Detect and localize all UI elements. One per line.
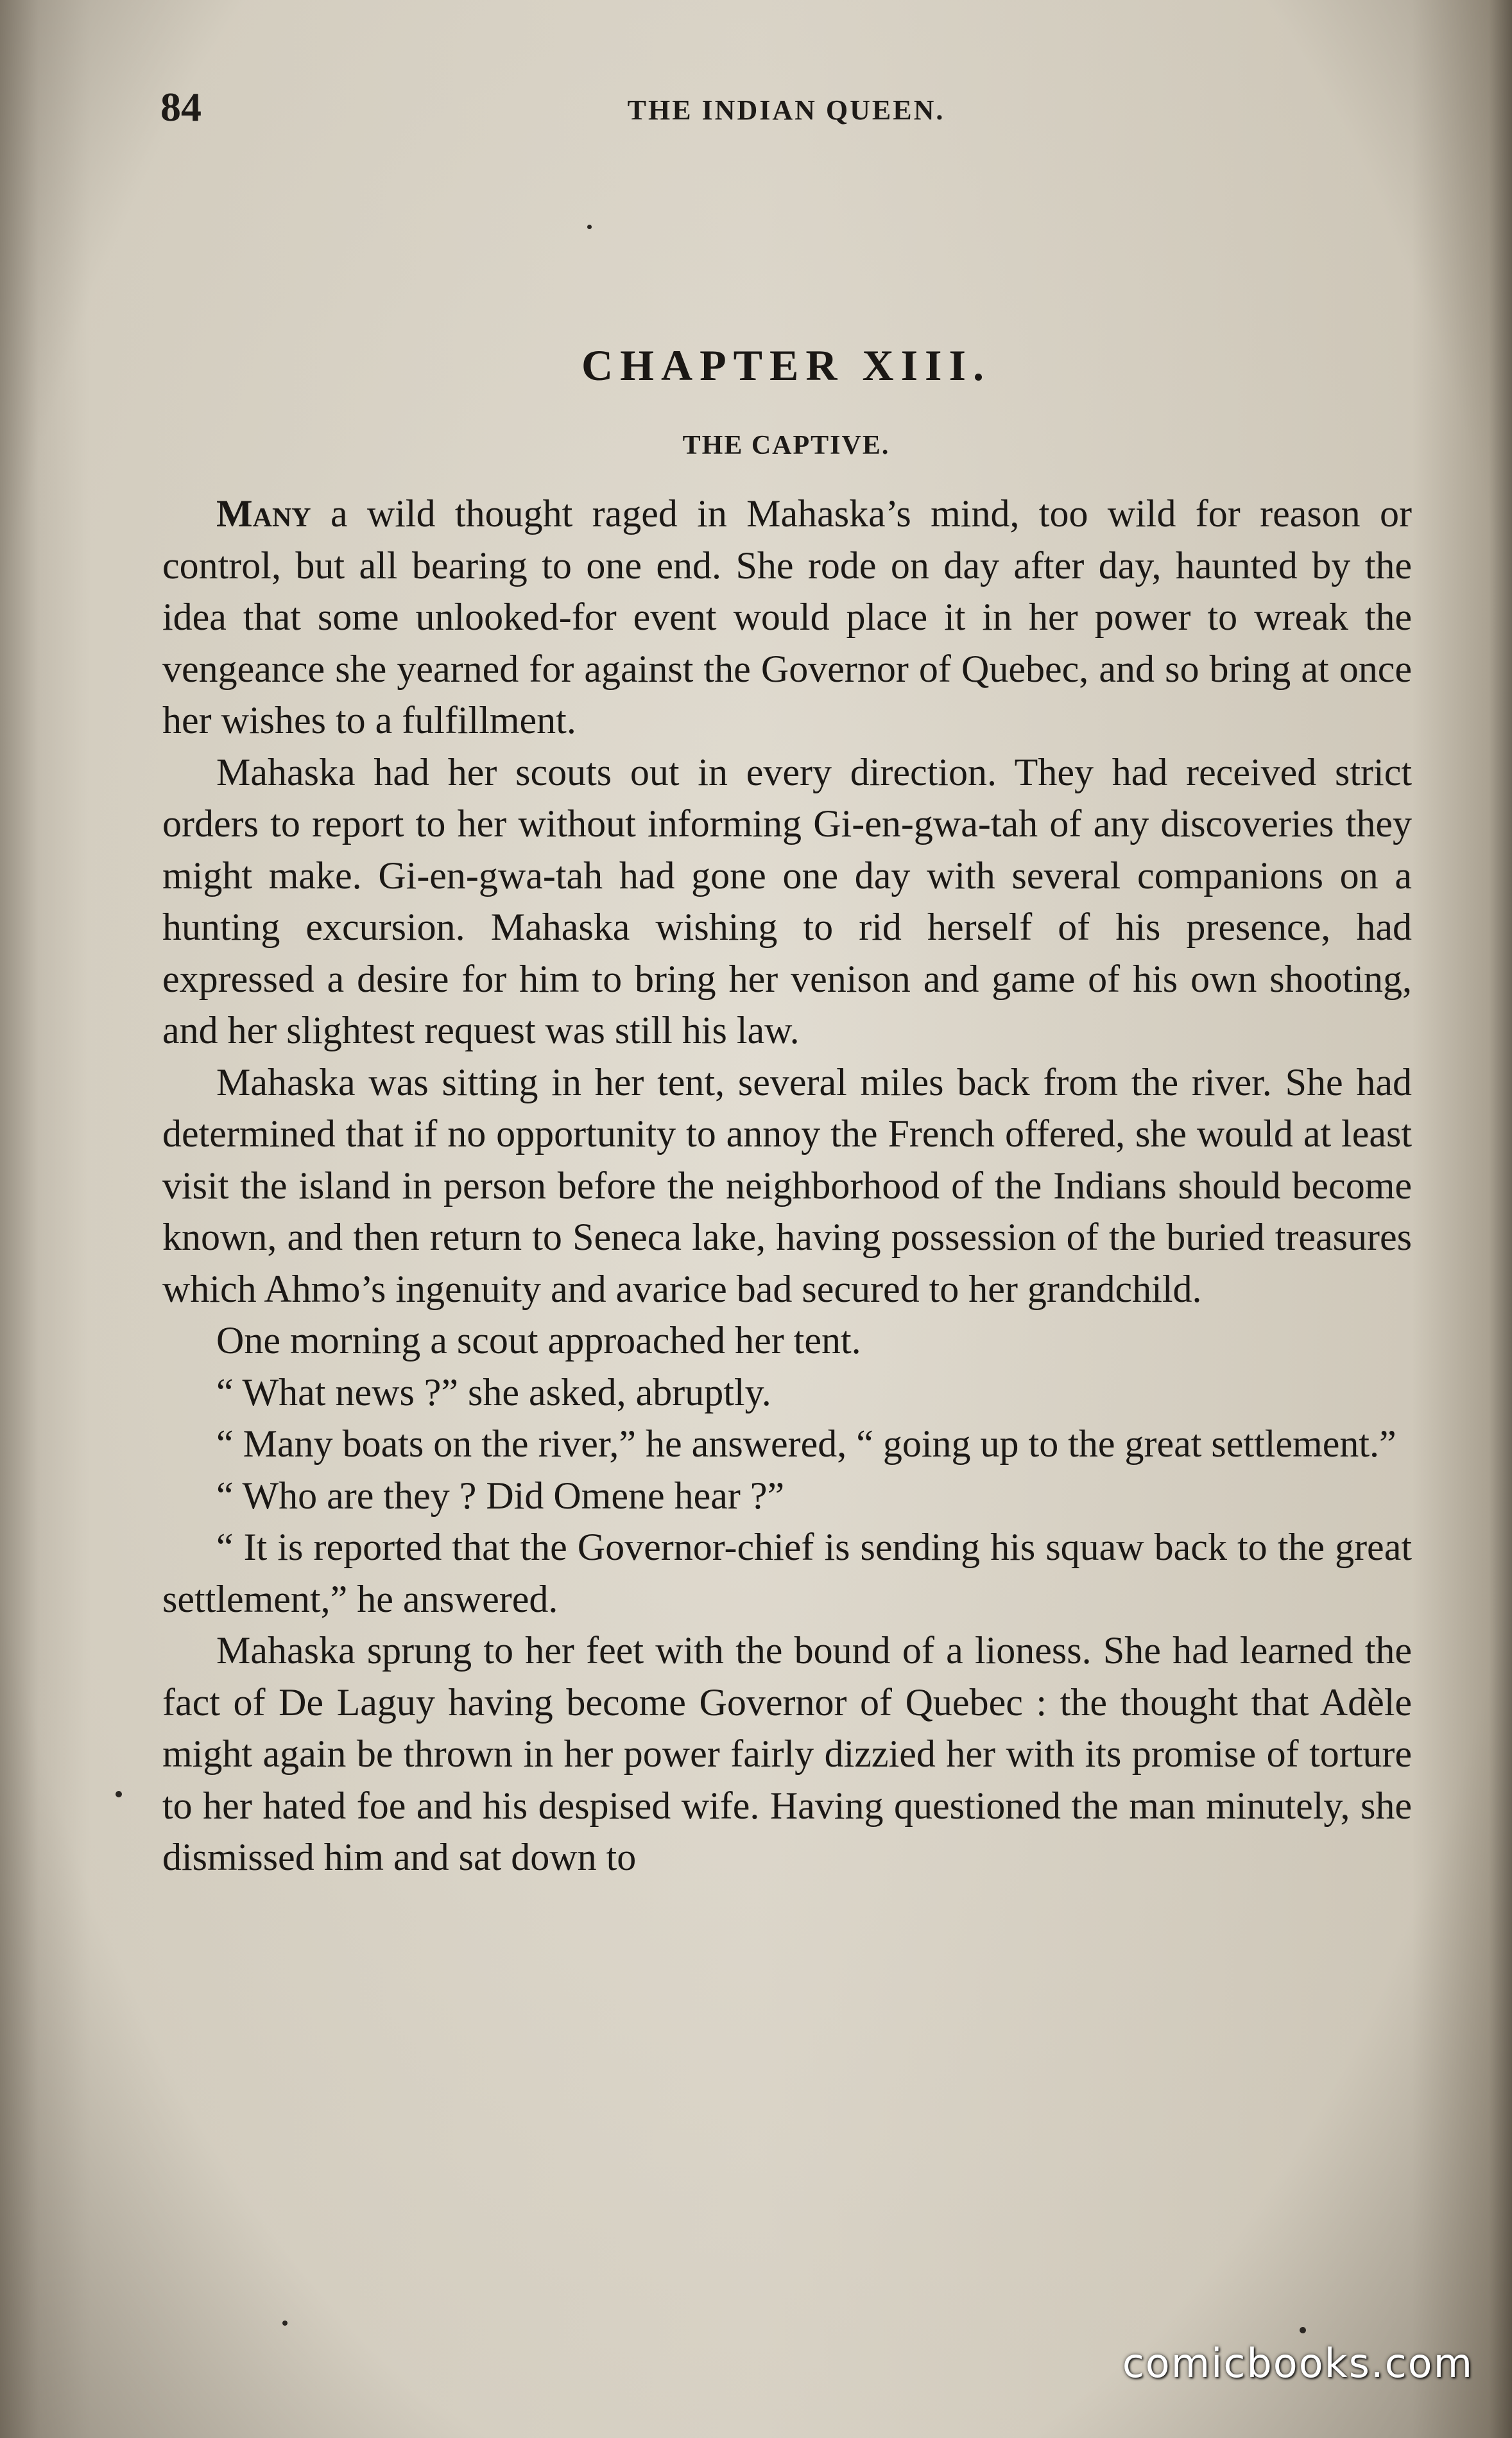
page-number: 84 <box>160 84 202 130</box>
paragraph: “ What news ?” she asked, abruptly. <box>216 1370 771 1414</box>
ink-speck <box>1300 2327 1306 2333</box>
running-title: THE INDIAN QUEEN. <box>627 94 945 126</box>
paragraph <box>162 488 1412 747</box>
chapter-body <box>162 488 1412 1883</box>
paragraph-text: a wild thought raged in Mahaska’s mind, too wild for reason or control, but all bearing to one end. She rode on day after day, haunted by the idea that some unlooked-for event would place it in her power to wreak the vengeance she yearned for against the Governor of Quebec, and so bring at once her wishes to a fulfillment. <box>162 492 1412 741</box>
chapter-subtitle: THE CAPTIVE. <box>682 431 890 460</box>
paragraph: “ Who are they ? Did Omene hear ?” <box>216 1474 785 1517</box>
ink-speck <box>116 1791 122 1797</box>
paragraph: One morning a scout approached her tent. <box>216 1319 861 1362</box>
ink-speck <box>282 2321 288 2326</box>
running-head <box>160 83 1412 135</box>
paragraph: Mahaska had her scouts out in every direction. They had received strict orders to report to her without informing Gi-en-gwa-tah of any discoveries they might make. Gi-en-gwa-tah had gone one day with several companions on a hunting excursion. Mahaska wishing to rid herself of his presence, had expressed a desire for him to bring her venison and game of his own shooting, and her slightest request was still his law. <box>162 750 1412 1051</box>
paragraph: “ Many boats on the river,” he answered, “ going up to the great settlement.” <box>216 1422 1396 1465</box>
paragraph: “ It is reported that the Governor-chief is sending his squaw back to the great settlement,” he answered. <box>162 1526 1412 1620</box>
chapter-heading: CHAPTER XIII. <box>581 341 991 390</box>
ink-speck <box>587 225 592 229</box>
paragraph-lead-word: Many <box>216 492 311 535</box>
paragraph: Mahaska was sitting in her tent, several miles back from the river. She had determined that if no opportunity to annoy the French offered, she would at least visit the island in person before the neighborhood of the Indians should become known, and then return to Seneca lake, having possession of the buried treasures which Ahmo’s ingenuity and avarice bad secured to her grandchild. <box>162 1060 1412 1310</box>
watermark: comicbooks.com <box>1122 2340 1473 2387</box>
paragraph: Mahaska sprung to her feet with the bound of a lioness. She had learned the fact of De Laguy having become Governor of Quebec : the thought that Adèle might again be thrown in her power fairly dizzied her with its promise of torture to her hated foe and his despised wife. Having questioned the man minutely, she dismissed him and sat down to <box>162 1629 1412 1878</box>
